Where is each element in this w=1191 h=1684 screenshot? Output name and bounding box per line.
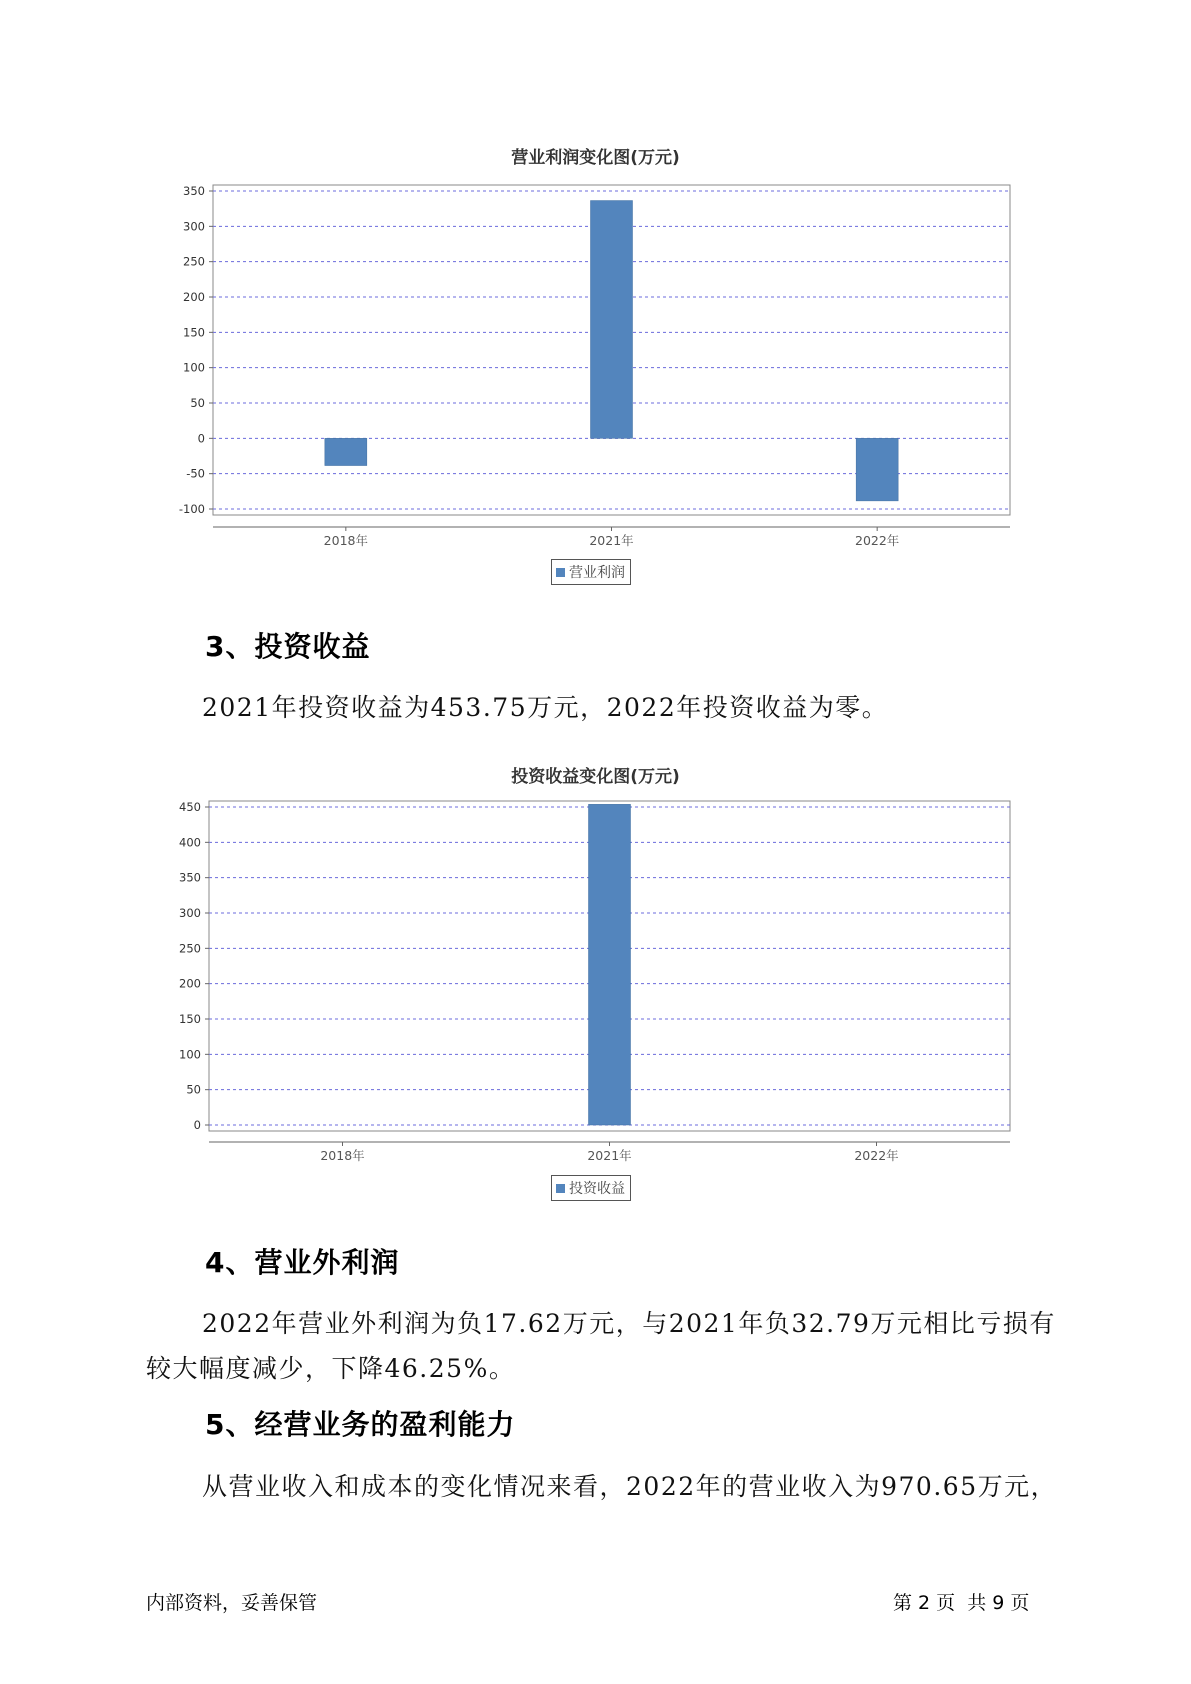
y-tick-label: 350 bbox=[183, 184, 205, 198]
y-tick-label: 250 bbox=[179, 941, 201, 956]
bar bbox=[589, 804, 631, 1125]
y-tick-label: 300 bbox=[183, 219, 205, 234]
section-5-paragraph-line1: 从营业收入和成本的变化情况来看，2022年的营业收入为970.65万元， bbox=[202, 1472, 1058, 1501]
section-4-heading: 4、营业外利润 bbox=[205, 1246, 400, 1279]
y-tick-label: 100 bbox=[183, 360, 205, 375]
y-tick-label: 150 bbox=[183, 325, 205, 340]
x-tick-label: 2021年 bbox=[589, 533, 634, 548]
y-tick-label: 200 bbox=[183, 290, 205, 304]
y-tick-label: 100 bbox=[179, 1047, 201, 1062]
y-tick-label: 0 bbox=[193, 1118, 201, 1132]
y-tick-label: 0 bbox=[197, 431, 205, 446]
x-tick-label: 2022年 bbox=[854, 1148, 899, 1163]
x-tick-label: 2021年 bbox=[587, 1148, 632, 1163]
y-tick-label: 300 bbox=[179, 906, 201, 920]
x-tick-label: 2018年 bbox=[323, 533, 368, 548]
chart-legend bbox=[551, 1175, 631, 1201]
chart-title: 投资收益变化图(万元) bbox=[511, 767, 680, 787]
legend-label: 营业利润 bbox=[569, 565, 625, 581]
y-tick-label: 250 bbox=[183, 254, 205, 269]
y-tick-label: 400 bbox=[179, 835, 201, 850]
section-5-heading: 5、经营业务的盈利能力 bbox=[205, 1408, 516, 1441]
y-tick-label: 50 bbox=[186, 1082, 201, 1097]
chart-title: 营业利润变化图(万元) bbox=[511, 148, 680, 168]
y-tick-label: 350 bbox=[179, 870, 201, 885]
y-tick-label: 50 bbox=[190, 396, 205, 410]
legend-label: 投资收益 bbox=[569, 1181, 625, 1197]
x-tick-label: 2022年 bbox=[855, 533, 900, 548]
section-4-paragraph-line1: 2022年营业外利润为负17.62万元，与2021年负32.79万元相比亏损有 bbox=[202, 1309, 1056, 1338]
section-3-paragraph: 2021年投资收益为453.75万元，2022年投资收益为零。 bbox=[202, 693, 889, 722]
y-tick-label: 200 bbox=[179, 976, 201, 991]
x-tick-label: 2018年 bbox=[320, 1148, 365, 1163]
y-tick-label: 150 bbox=[179, 1012, 201, 1026]
section-3-heading: 3、投资收益 bbox=[205, 630, 371, 663]
section-4-paragraph-line2: 较大幅度减少，下降46.25%。 bbox=[146, 1354, 516, 1383]
y-tick-label: 450 bbox=[179, 800, 201, 814]
footer-left: 内部资料，妥善保管 bbox=[146, 1592, 318, 1614]
y-tick-label: -50 bbox=[186, 466, 205, 481]
footer-right: 第 2 页 共 9 页 bbox=[893, 1592, 1030, 1614]
legend-swatch bbox=[556, 1184, 565, 1193]
y-tick-label: -100 bbox=[178, 502, 205, 516]
